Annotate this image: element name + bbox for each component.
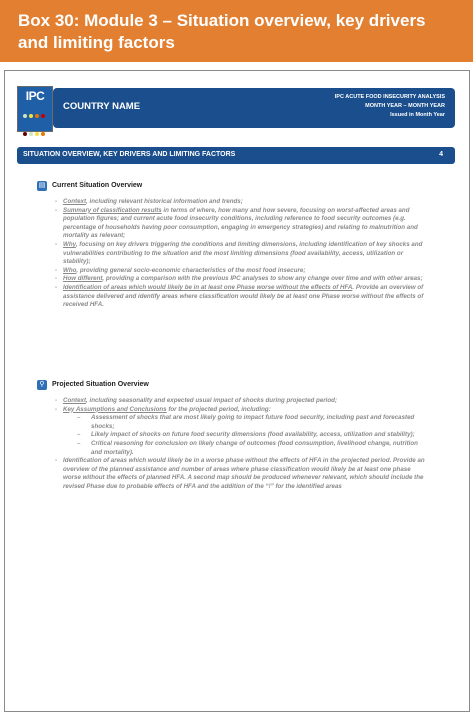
current-situation-list: [63, 198, 425, 310]
section-number: 4: [439, 151, 443, 158]
sublist-item: – Critical reasoning for conclusion on likely change of outcomes (food consumption, livelihood change, nutrition and mortality).: [91, 440, 425, 457]
section-bar: [17, 147, 455, 164]
projected-situation-list: [63, 397, 425, 492]
list-item: - Identification of areas which would likely be in a worse phase without the effects of HFA in the projected period. Provide an overview of the planned assistance and number of areas where phase classification would likely be at least one phase worse without the effects of planned HFA. A second map should be produced whenever relevant, which should include the revised Phase due to probable effects of HFA and the addition of the “!” for the identified areas: [63, 457, 425, 491]
list-item: - Summary of classification results in terms of where, how many and how severe, focusing on worst-affected areas and population figures; and current acute food insecurity conditions, including reference to food security outcomes (e.g. percentage of households having poor consumption, engaging in emergency strategies) and relating to malnutrition and mortality as relevant;: [63, 207, 425, 241]
sublist-item: – Assessment of shocks that are most likely going to impact future food security, including past and forecasted shocks;: [91, 414, 425, 431]
projected-heading-label: Projected Situation Overview: [52, 381, 149, 388]
box-title: Box 30: Module 3 – Situation overview, key drivers and limiting factors: [18, 11, 426, 52]
current-heading-label: Current Situation Overview: [52, 182, 143, 189]
sublist-item: – Likely impact of shocks on future food security dimensions (food availability, access, utilization and stability);: [91, 431, 425, 440]
list-item: - How different, providing a comparison with the previous IPC analyses to show any change over time and with other areas;: [63, 275, 425, 284]
ipc-header-line2: MONTH YEAR – MONTH YEAR: [365, 103, 445, 109]
logo-text: IPC: [25, 89, 45, 103]
ipc-header-line1: IPC ACUTE FOOD INSECURITY ANALYSIS: [334, 94, 445, 100]
list-item: - Why, focusing on key drivers triggering the conditions and limiting dimensions, including identification of key shocks and vulnerabilities contributing to the situation and the most limiting dimensions (food availability, access, utilization or stability);: [63, 241, 425, 267]
ipc-logo: [17, 86, 53, 132]
ipc-header-line3: Issued in Month Year: [390, 112, 445, 118]
document-icon: ▤: [38, 182, 46, 189]
box-header: [0, 0, 473, 62]
magnifier-icon: ⚲: [37, 380, 47, 390]
list-item: - Key Assumptions and Conclusions for the projected period, including: – Assessment of shocks that are most likely going to impact future food security, including past and forecasted shocks; – Likely impact of shocks on future food security dimensions (food availability, access, utilization and stability); – Critical reasoning for conclusion on likely change of outcomes (food consumption, livelihood change, nutrition and mortality).: [63, 406, 425, 458]
country-name: COUNTRY NAME: [63, 101, 141, 112]
list-item: - Who, providing general socio-economic characteristics of the most food insecure;: [63, 267, 425, 276]
assumptions-sublist: [63, 414, 425, 457]
report-title-bar: [53, 88, 455, 128]
list-item: - Identification of areas which would likely be in at least one Phase worse without the effects of HFA. Provide an overview of assistance delivered and identify areas where classification would likely be at least one Phase worse without the effects of received HFA.: [63, 284, 425, 310]
list-item: - Context, including relevant historical information and trends;: [63, 198, 425, 207]
section-title: SITUATION OVERVIEW, KEY DRIVERS AND LIMITING FACTORS: [23, 151, 236, 158]
phase-dots-icon: [22, 106, 48, 126]
document-page: [4, 70, 470, 712]
list-item: - Context, including seasonality and expected usual impact of shocks during projected period;: [63, 397, 425, 406]
ipc-analysis-header: [335, 93, 445, 120]
